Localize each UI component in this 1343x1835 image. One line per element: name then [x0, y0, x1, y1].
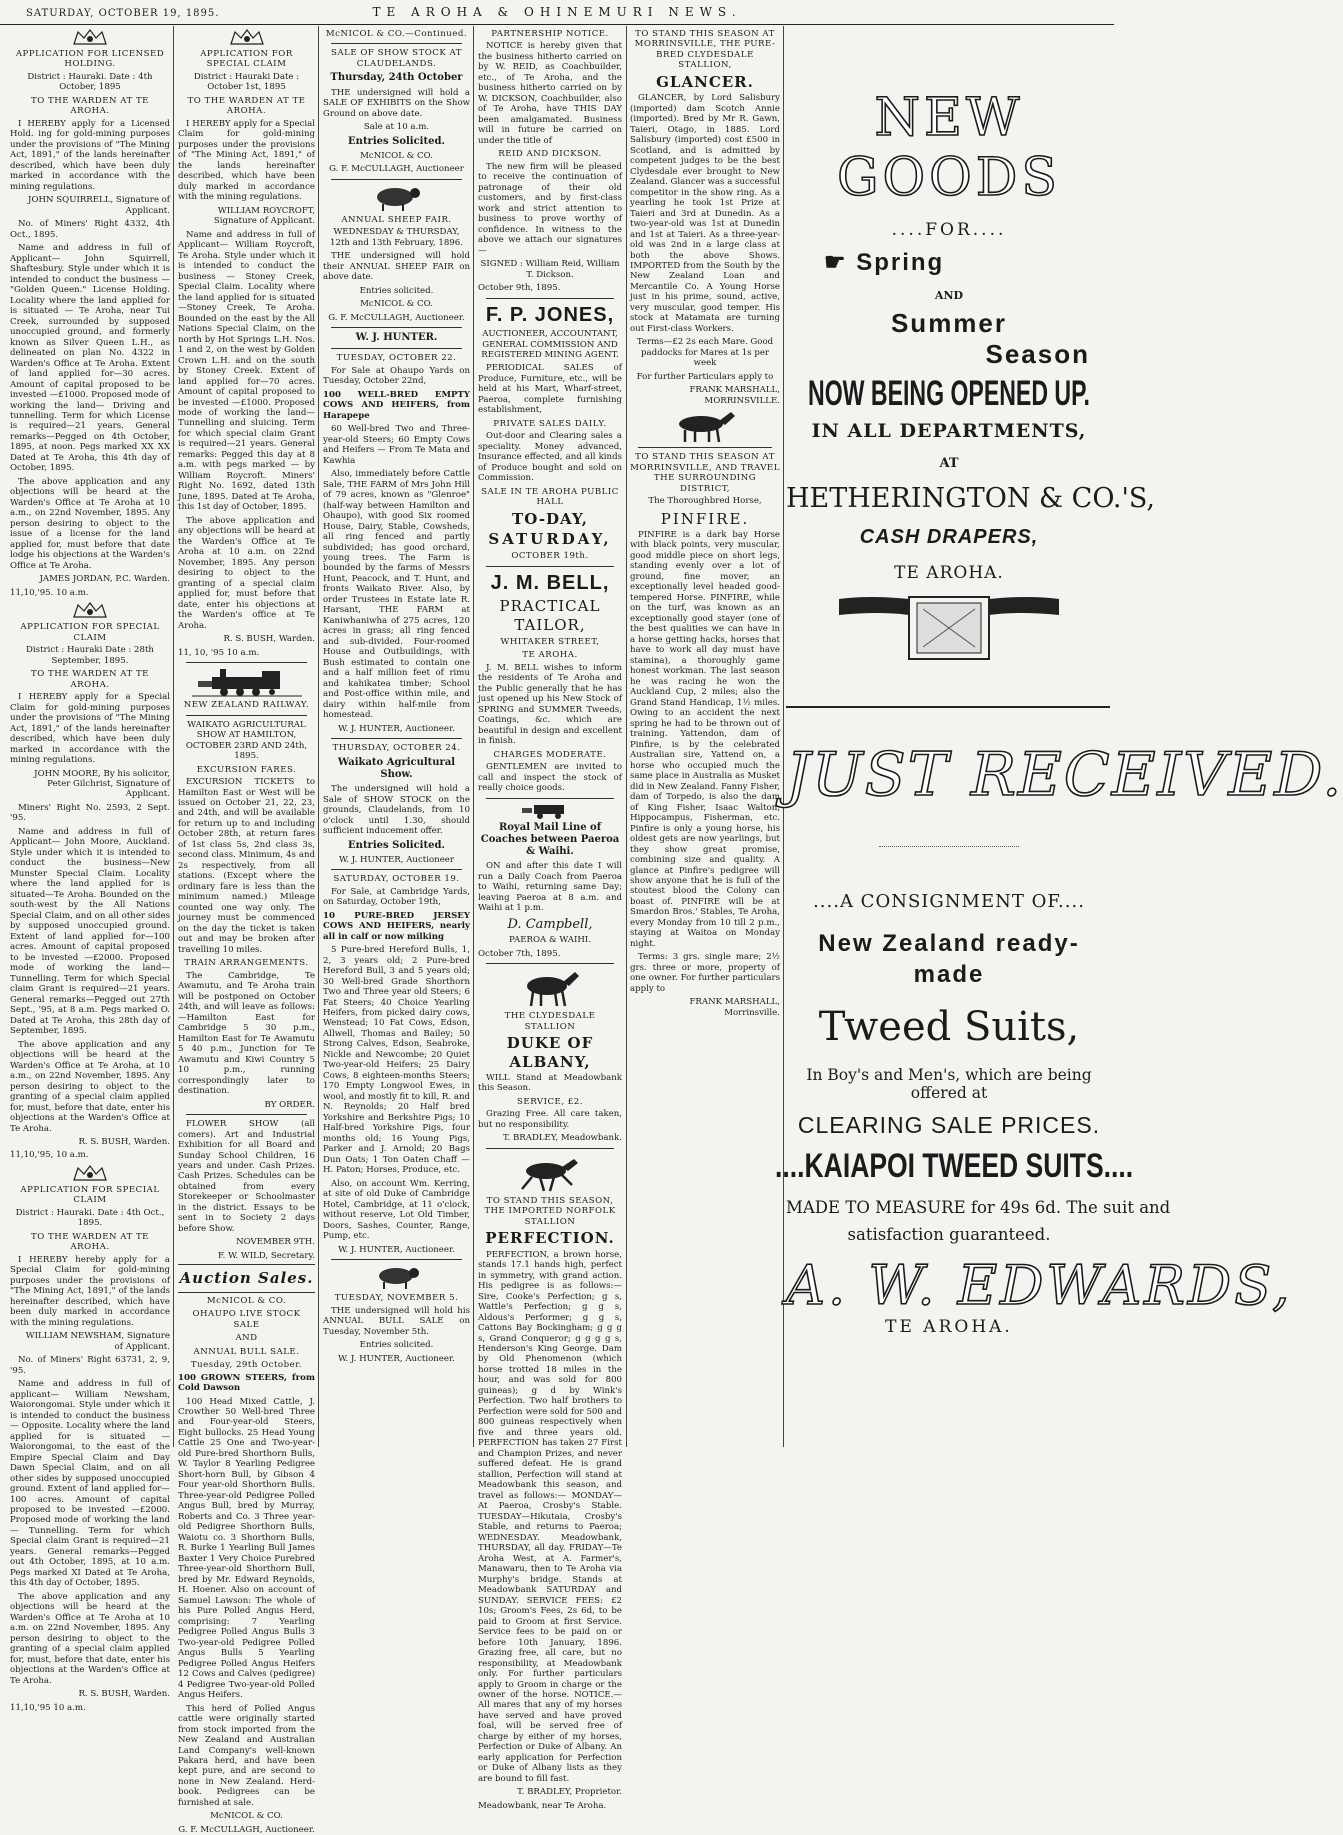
train-body: The Cambridge, Te Awamutu, and Te Aroha train will be postponed on October 24th, and will leave as follows:—Hamilton East for Cambridge 5 30 p.m., Hamilton East for Te Awamutu 5 40 p.m., Junction for Te Awamutu and Kiwi Country 5 10 p.m., running correspondingly later to destination. — [178, 970, 315, 1097]
glancer-terms: Terms—£2 2s each Mare. Good paddocks for Mares at 1s per week — [636, 337, 774, 369]
ad-boys-mens: In Boy's and Men's, which are being offered at — [806, 1066, 1092, 1103]
glancer-name: GLANCER. — [656, 72, 754, 91]
jones-body: Out-door and Clearing sales a speciality. Money advanced, Insurance effected, and all kinds of Produce bought and sold on Commission. — [478, 431, 622, 484]
jones-body: PERIODICAL SALES of Produce, Furniture, etc., will be held at his Mart, Wharf-street, Paeroa, complete furnishing establishment, — [478, 363, 622, 416]
column-rule — [783, 26, 784, 1447]
notice-address: TO THE WARDEN AT TE AROHA. — [187, 95, 306, 117]
perfection-intro: TO STAND THIS SEASON, THE IMPORTED NORFOLK STALLION — [484, 1195, 616, 1227]
notice-signature: JOHN MOORE, By his solicitor, Peter Gilchrist, Signature of Applicant. — [34, 768, 170, 800]
column-2 — [178, 26, 315, 1835]
sheep-icon — [369, 184, 425, 212]
sale-body: Also, on account Wm. Kerring, at site of old Duke of Cambridge Hotel, Cambridge, at 11 o'clock, without reserve, Lot Old Timber, Doors, Sashes, Counter, Range, Pump, etc. — [323, 1178, 470, 1242]
pinfire-body: PINFIRE is a dark bay Horse with black points, very muscular, good middle piece on short legs, standing evenly over a lot of ground, fine mover, an exceptionally level headed good-tempered Horse. PINFIRE, while on the turf, was known as an exceptionally good stayer (one of the best qualities we can have in a horse getting hacks, horses that have to work all day must have stamina), a thoroughly game honest workman. The last season he was racing he won the Auckland Cup, 2 miles; also the Grand Stand Handicap, 1½ miles. Owing to an accident the next spring he had to be thrown out of training. Yattendon, dam of Pinfire, is by the celebrated Australian sire, Yattend on, a horse who occupied much the same place in Australia as Musket did in New Zealand. Fanny Fisher, dam of Torpedo, is also the dam of King Fisher, Isaac Walton, Hippocampus, Fisherman, etc. Pinfire is only a young horse, his oldest gets are now yearlings, but they show great promise, combining size and quality. A glance at Pinfire's pedigree will show anyone that he is full of the stoutest blood the Colony can boast of. PINFIRE will be at Smardon Bros.' Stables, Te Aroha, every Monday from 10 till 2 p.m., staying at Waitoa on Monday night. — [630, 530, 780, 949]
stallion-signature: T. BRADLEY, Meadowbank. — [503, 1133, 622, 1144]
jones-saturday: SATURDAY, — [488, 530, 612, 549]
column-1 — [10, 26, 170, 1713]
auction-signature: McNICOL & CO. — [210, 1811, 283, 1822]
auction-and: AND — [235, 1333, 258, 1344]
ad-edwards-town: TE AROHA. — [885, 1317, 1013, 1338]
auction-firm: McNICOL & CO. — [206, 1295, 287, 1306]
show-title: WAIKATO AGRICULTURAL SHOW AT HAMILTON, OCTOBER 23RD AND 24th, 1895. — [185, 719, 308, 762]
column-rule — [173, 26, 174, 1447]
trotting-horse-icon — [512, 1153, 588, 1193]
sale-date: TUESDAY, NOVEMBER 5. — [334, 1293, 459, 1304]
ad-clearing-sale: CLEARING SALE PRICES. — [797, 1112, 1101, 1139]
glancer-signature: FRANK MARSHALL, MORRINSVILLE. — [689, 385, 780, 406]
bell-charges: CHARGES MODERATE. — [493, 749, 607, 760]
issue-date: SATURDAY, OCTOBER 19, 1895. — [26, 8, 220, 19]
notice-objections: The above application and any objections will be heard at the Warden's Office at Te Aroha at 10 a.m. on 22nd November, 1895. Any person desiring to object to the granting of a special claim applied for, must before that date, enter his objections at the Warden's office at Te Aroha. — [178, 515, 315, 631]
ad-separator — [786, 706, 1110, 708]
horse-icon — [665, 409, 745, 443]
notice-address: TO THE WARDEN AT TE AROHA. — [31, 95, 149, 117]
masthead — [0, 0, 1114, 25]
sale-date: SATURDAY, OCTOBER 19. — [333, 874, 460, 885]
partnership-signature: SIGNED : William Reid, William T. Dickson. — [480, 259, 620, 280]
sale-body: THE undersigned will hold their ANNUAL SHEEP FAIR on above date. — [323, 251, 470, 283]
coat-of-arms-icon — [70, 28, 110, 46]
pinfire-terms: Terms: 3 grs. single mare; 2½ grs. three or more, property of one owner. For further particulars apply to — [630, 952, 780, 994]
sale-entries: Entries solicited. — [359, 285, 434, 296]
notice-address: TO THE WARDEN AT TE AROHA. — [31, 669, 149, 690]
ad-now-being-opened: NOW BEING OPENED UP. — [808, 374, 1090, 413]
locomotive-icon — [192, 667, 302, 697]
sale-entries: Entries solicited. — [359, 1340, 434, 1351]
coach-signature: D. Campbell, — [507, 916, 593, 932]
auction-note: This herd of Polled Angus cattle were originally started from stock imported from the New Zealand and Australian Land Company's well-known Pakara herd, and have been kept pure, and are second to none in New Zealand. Herd-book. Pedigrees can be furnished at sale. — [178, 1703, 315, 1808]
sale-date: WEDNESDAY & THURSDAY, 12th and 13th February, 1896. — [330, 227, 463, 248]
notice-objections: The above application and any objections will be heard at the Warden's Office at Te Aroha at 10 a.m., on 22nd November, 1895. Any person desiring to object to the issue of a license for the land applied for, must before that date lodge his objections at the Warden's Office at Te Aroha. — [10, 476, 170, 571]
pointing-hand-icon: ☛ — [824, 249, 848, 276]
newspaper-title: TE AROHA & OHINEMURI NEWS. — [372, 5, 742, 19]
bell-name: J. M. BELL, — [490, 571, 610, 594]
jones-today: TO-DAY, — [512, 509, 588, 528]
glancer-heading: TO STAND THIS SEASON AT MORRINSVILLE, THE PURE-BRED CLYDESDALE STALLION, — [634, 29, 776, 71]
stallion-body: WILL Stand at Meadowbank this Season. — [478, 1072, 622, 1094]
flower-show-date: NOVEMBER 9TH. — [236, 1237, 315, 1248]
sale-intro: For Sale at Ohaupo Yards on Tuesday, October 22nd, — [323, 365, 470, 387]
sale-firm: McNICOL & CO. — [360, 150, 433, 161]
coach-date: October 7th, 1895. — [478, 948, 561, 959]
notice-address: TO THE WARDEN AT TE AROHA. — [31, 1231, 149, 1253]
perfection-signature: T. BRADLEY, Proprietor. — [517, 1787, 622, 1798]
notice-objections: The above application and any objections will be heard at the Warden's Office at Te Aroha, at 10 a.m., on 22nd November, 1895. Any person desiring to object to the granting of a special claim applied for, must, before that date, enter his objections at the Warden's Office at Te Aroha. — [10, 1039, 170, 1134]
ad-kaiapoi: ....KAIAPOI TWEED SUITS.... — [775, 1147, 1134, 1186]
column-3 — [323, 26, 470, 1447]
sale-signature: W. J. HUNTER, Auctioneer. — [338, 1244, 455, 1255]
bell-subtitle: PRACTICAL TAILOR, — [499, 597, 601, 634]
sale-heading: SALE OF SHOW STOCK AT CLAUDELANDS. — [331, 48, 462, 69]
ad-summer: Summer — [890, 308, 1008, 338]
ad-edwards-name: A. W. EDWARDS, — [786, 1254, 1293, 1318]
bell-body: GENTLEMEN are invited to call and inspect the stock of really choice goods. — [478, 762, 622, 794]
dotted-rule — [879, 846, 1019, 847]
coach-icon — [520, 803, 580, 819]
sale-entries: Entries Solicited. — [348, 135, 445, 147]
auction-list: 100 Head Mixed Cattle, J. Crowther 50 Well-bred Three and Four-year-old Steers, Eight bullocks. 25 Head Young Cattle 25 One and Two-year-old Pure-bred Shorthorn Bulls, W. Taylor 8 Yearling Pedigree Short-horn Bull, by Gibson 4 Four year-old Shorthorn Bulls. Three-year-old Pedigree Polled Angus Bull, bred by Murray, Roberts and Co. 3 Three year-old Pedigree Shorthorn Bulls, Waiotu co. 3 Shorthorn Bulls, R. Burke 1 Yearling Bull James Baxter 1 Very Choice Purebred Three-year-old Shorthorn Bull, bred by Mr. Edward Reynolds, H. Hoener. Also on account of Samuel Lawson: The whole of his Pure Polled Angus Herd, comprising: 7 Yearling Pedigree Polled Angus Bulls 3 Two-year-old Pedigree Polled Angus Bulls 5 Yearling Pedigree Polled Angus Heifers 12 Cows and Calves (pedigree) 4 Pedigree Two-year-old Polled Angus Heifers. — [178, 1396, 315, 1701]
notice-signature: WILLIAM ROYCROFT, Signature of Applicant. — [213, 205, 315, 227]
notice-meta: District : Hauraki Date : October 1st, 1895 — [193, 71, 300, 93]
ad-just-received: JUST RECEIVED. — [786, 740, 1343, 810]
sale-signature: W. J. HUNTER, Auctioneer — [339, 854, 454, 865]
pinfire-name: PINFIRE. — [660, 509, 750, 528]
notice-heading: APPLICATION FOR SPECIAL CLAIM — [200, 49, 293, 70]
ad-at: AT — [939, 456, 959, 471]
perfection-name: PERFECTION. — [485, 1229, 615, 1248]
partnership-body: NOTICE is hereby given that the business hitherto carried on by W. REID, as Coachbuilder, etc., of Te Aroha, and the business hitherto carried on by W. DICKSON, Coachbuilder, also of Te Aroha, have THIS DAY been amalgamated. Business will in future be carried on under the title of — [478, 41, 622, 146]
jones-sale: SALE IN TE AROHA PUBLIC HALL — [481, 486, 619, 508]
continued-heading: McNICOL & CO.—Continued. — [325, 29, 468, 39]
notice-meta: District : Hauraki. Date : 4th Oct., 1895. — [15, 1207, 165, 1229]
ad-spring-row — [786, 248, 1112, 277]
flower-show-body: FLOWER SHOW (all comers). Art and Industrial Exhibition for all Board and Sunday School Children, 16 years and under. Cash Prizes. Cash Prizes. Schedules can be obtained from every Storekeeper or Schoolmaster in the district. Essays to be sent in to Society 2 days before Show. — [178, 1119, 315, 1234]
sale-date: TUESDAY, OCTOBER 22. — [336, 353, 457, 364]
train-heading: TRAIN ARRANGEMENTS. — [184, 958, 309, 969]
coach-body: ON and after this date I will run a Daily Coach from Paeroa to Waihi, returning same Day; leaving Paeroa at 8 a.m. and Waihi at 1 p.m. — [478, 861, 622, 914]
sale-time: Sale at 10 a.m. — [363, 122, 430, 133]
notice-ref: 11,10,'95 10 a.m. — [10, 1702, 86, 1713]
ad-season: Season — [985, 339, 1090, 369]
notice-rights: No. of Miners' Right 4332, 4th Oct., 1895. — [10, 219, 170, 240]
sale-intro: For Sale, at Cambridge Yards, on Saturday, October 19th, — [323, 886, 470, 908]
notice-heading: APPLICATION FOR LICENSED HOLDING. — [15, 49, 165, 70]
pinfire-heading: TO STAND THIS SEASON AT MORRINSVILLE, AND TRAVEL THE SURROUNDING DISTRICT, — [630, 452, 780, 494]
notice-meta: District : Hauraki Date : 28th September, 1895. — [26, 645, 154, 666]
glancer-body: GLANCER, by Lord Salisbury (imported) dam Scotch Annie (imported). Bred by Mr R. Gawn, Taieri, Otago, in 1885. Lord Salisbury (imported) cost £500 in Scotland, and is admitted by competent judges to be the best Clydesdale ever brought to New Zealand. Glancer was a successful competitor in the show ring. As a yearling he took 1st Prize at Taieri and 3rd at Dunedin. As a two-year-old was 1st at Dunedin and 1st at Taieri. As a three-year-old was 2nd in a large class at both the above Shows. IMPORTED from the South by the New Zealand Loan and Mercantile Co. A Young Horse just in his prime, sound, active, very muscular, good temper. His stock at Matamata are turning out First-class Workers. — [630, 93, 780, 334]
warden-signature: R. S. BUSH, Warden. — [78, 1689, 170, 1700]
ad-for: ....FOR.... — [891, 220, 1007, 240]
bull-icon — [372, 1264, 422, 1290]
edwards-advertisement — [775, 712, 1343, 1447]
notice-signature: WILLIAM NEWSHAM, Signature of Applicant. — [25, 1331, 170, 1352]
ornament-icon — [839, 593, 1059, 663]
notice-body: I HEREBY apply for a Licensed Hold. ing for gold-mining purposes under the provisions of "The Mining Act, 1891," of the lands hereinafter described, which have been duly marked in accordance with the mining regulations. — [10, 118, 170, 192]
auctioneer-name: W. J. HUNTER. — [355, 332, 438, 344]
ad-cash-drapers: CASH DRAPERS, — [859, 526, 1039, 548]
sale-body: Also, immediately before Cattle Sale, THE FARM of Mrs John Hill of 79 acres, known as "Glenroe" (half-way between Hamilton and Ohaupo), with good Six roomed House, Dairy, Stable, Cowsheds, all ring fenced and partly subdivided; has good orchard, young trees. The Farm is bounded by the farms of Messrs Hunt, Peacock, and T. Hunt, and fronts Waikato River. Also, by order Trustees in Estate late R. Harsant, THE FARM at Kaniwhaniwha of 275 acres, 120 acres in grass; all ring fenced and sub-divided. Four-roomed House and Outbuildings, with Bush estimated to contain one and a half million feet of rimu and kahikatea timber; School and Post-office within mile, and dairy within half-mile from homestead. — [323, 469, 470, 721]
jones-private-sales: PRIVATE SALES DAILY. — [493, 418, 607, 429]
notice-ref: 11, 10, '95 10 a.m. — [178, 647, 260, 658]
fares-heading: EXCURSION FARES. — [196, 764, 297, 775]
sale-lead: 100 WELL-BRED EMPTY COWS AND HEIFERS, from Harapepe — [323, 389, 470, 421]
auction-bull-sale: ANNUAL BULL SALE. — [193, 1346, 300, 1357]
sale-body: The undersigned will hold a Sale of SHOW STOCK on the grounds, Claudelands, from 10 o'clock until 1.30, should sufficient inducement offer. — [323, 784, 470, 837]
sale-list: 5 Pure-bred Hereford Bulls, 1, 2, 3 years old; 2 Pure-bred Hereford Bull, 3 and 5 years old; 30 Well-bred Grade Shorthorn Two and Three year old Steers; 6 Fat Steers; 40 Choice Yearling Heifers, from picked dairy cows, Wenstead; 10 Fat Cows, Edson, Allwell, Thomas and Bailey; 50 Strong Calves, Edson, Seabroke, Nickle and Newcombe; 20 Quiet Two-year-old Heifers; 25 Dairy Cows, 8 eighteen-months Steers; 170 Empty Longwool Ewes, in wool, and mostly fit to kill, R. and N. Reynolds; 20 Half bred Yorkshire and Berkshire Pigs; 10 Half-bred Yorkshire Pigs, four months old; 16 Young Pigs, Parker and J. Arnold; 20 Bags Dun Oats; 1 Ton Oaten Chaff — H. Paton; Horses, Produce, etc. — [323, 945, 470, 1176]
partnership-date: October 9th, 1895. — [478, 283, 561, 294]
notice-heading: APPLICATION FOR SPECIAL CLAIM — [20, 1184, 160, 1206]
jones-name: F. P. JONES, — [485, 303, 615, 326]
notice-body: I HEREBY apply for a Special Claim for gold-mining purposes under the provisions of "The Mining Act, 1891," of the lands hereinafter described, which have been duly marked in accordance with the mining regulations. — [10, 692, 170, 766]
notice-body: I HEREBY apply for a Special Claim for gold-mining purposes under the provisions of "The Mining Act, 1891," of the lands hereinafter described, which have been duly marked in accordance with the mining regulations. — [178, 118, 315, 203]
partnership-heading: PARTNERSHIP NOTICE. — [491, 29, 609, 39]
stallion-fee: SERVICE, £2. — [517, 1096, 583, 1107]
auctioneer: G. F. McCULLAGH, Auctioneer. — [178, 1824, 315, 1835]
perfection-address: Meadowbank, near Te Aroha. — [478, 1800, 607, 1811]
stallion-intro: THE CLYDESDALE STALLION — [504, 1011, 596, 1032]
sale-signature: W. J. HUNTER, Auctioneer. — [338, 1353, 455, 1364]
pinfire-subtitle: The Thoroughbred Horse, — [648, 496, 762, 507]
sale-heading: Waikato Agricultural Show. — [337, 756, 456, 780]
stallion-body: Grazing Free. All care taken, but no responsibility. — [478, 1109, 622, 1130]
notice-meta: District : Hauraki. Date : 4th October, 1895 — [27, 71, 153, 93]
column-rule — [473, 26, 474, 1447]
jones-subtitle: AUCTIONEER, ACCOUNTANT, GENERAL COMMISSION AND REGISTERED MINING AGENT. — [481, 329, 619, 360]
coat-of-arms-icon — [70, 601, 110, 619]
ad-tweed-suits: Tweed Suits, — [818, 1004, 1080, 1051]
partnership-body: The new firm will be pleased to receive the continuation of patronage of their old customers, and by first-class work and strict attention to business to prove worthy of confidence. In witness to the above we attach our signatures— — [478, 161, 622, 256]
column-rule — [626, 26, 627, 1447]
sale-date: THURSDAY, OCTOBER 24. — [332, 743, 461, 754]
perfection-body: PERFECTION, a brown horse, stands 17.1 hands high, perfect in symmetry, with grand action. His pedigree is as follows:— Sire, Cooke's Perfection; g s, Wattle's Perfection; g g s, Aldous's Performer; g g s, Cattons Bay Bockingham; g g g s, Grand Conqueror; g g g g s, Henderson's King George. Dam by Old Phenomenon (which horse trotted 18 miles in the hour, and was sold for 800 guineas); g d by Wink's Perfection. Two half brothers to Perfection were sold for 500 and 800 guineas respectively when five and three years old. PERFECTION has taken 27 First and Champion Prizes, and never suffered defeat. He is grand stallion, Perfection will stand at Meadowbank this season, and travel as follows:— MONDAY—At Paeroa, Crosby's Stable. TUESDAY—Hikutaia, Crosby's Stable, and returns to Paeroa; WEDNESDAY. Meadowbank, THURSDAY, all day. FRIDAY—Te Aroha West, at A. Farmer's, Manawaru, then to Te Aroha via Murphy's bridge. Stands at Meadowbank SATURDAY and SUNDAY. SERVICE FEES: £2 10s; Groom's Fees, 2s 6d, to be paid to Groom at first Service. Service fees to be paid on or before 10th January, 1896. Grazing free, all care, but no responsibility, at Meadowbank only. For further particulars apply to Groom in charge or the owner of the horse. NOTICE.—All mares that any of my horses have served and have proved foal, will be served free of charge by either of my horses, Perfection or Duke of Albany. An early application for Perfection or Duke of Albany lists as they are bound to fill fast. — [478, 1249, 622, 1784]
notice-details: Name and address in full of applicant— William Newsham, Waiorongomai. Style under which it is intended to conduct the business — Opposite. Locality where the land applied for is situated — Waiorongomai, to the east of the Empire Special Claim and Day Dawn Special Claim, and on all other sides by supposed unoccupied ground. Extent of land applied for—100 acres. Amount of capital proposed to be invested —£2000. Proposed mode of working the land— Tunnelling. Term for which Special claim Grant is required—21 years. General remarks—Pegged out 4th October, 1895, at 10 a.m. Pegs marked XI Dated at Te Aroha, this 4th day of October, 1895. — [10, 1379, 170, 1589]
notice-rights: Miners' Right No. 2593, 2 Sept. '95. — [10, 802, 170, 824]
sale-signature: W. J. HUNTER, Auctioneer. — [338, 723, 455, 734]
notice-details: Name and address in full of Applicant— William Roycroft, Te Aroha. Style under which it is intended to conduct the business — Stoney Creek, Special Claim. Locality where the land applied for is situated—Stoney Creek, Te Aroha. Bounded on the east by the All Nations Special Claim, on the north by Hot Springs L.H. Nos. 1 and 2, on the west by Golden Crown L.H. and on the south by Stoney Creek. Extent of land applied for—70 acres. Amount of capital proposed to be invested —£1000. Proposed mode of working the land— Tunnelling and sluicing. Term for which special claim Grant is required—21 years. General remarks: Pegged this day at 8 a.m. with pegs marked — by William Roycroft. Miners' Right No. 1692, dated 13th June, 1895. Dated at Te Aroha, this 1st day of October, 1895. — [178, 229, 315, 513]
auction-date: Tuesday, 29th October. — [190, 1360, 303, 1371]
auction-lead: 100 GROWN STEERS, from Cold Dawson — [178, 1372, 315, 1394]
sale-firm: McNICOL & CO. — [360, 299, 433, 310]
hetherington-advertisement — [786, 30, 1156, 702]
sale-date: Thursday, 24th October — [330, 72, 463, 84]
notice-ref: 11,10,'95, 10 a.m. — [10, 1150, 89, 1161]
warden-signature: R. S. BUSH, Warden. — [78, 1136, 170, 1147]
sale-list: 60 Well-bred Two and Three-year-old Steers; 60 Empty Cows and Heifers — From Te Mata and Kawhia — [323, 424, 470, 466]
warden-signature: R. S. BUSH, Warden. — [223, 634, 315, 645]
notice-details: Name and address in full of Applicant— John Squirrell, Shaftesbury. Style under which it is intended to conduct the business — "Golden Queen." License Holding. Locality where the land applied for is situated — Te Aroha, near Tui Creek, surrounded by supposed unoccupied ground, and formerly known as Silver Queen L.H., as delineated on plan No. 4322 in Warden's Office at Te Aroha. Extent of land applied for—30 acres. Amount of capital proposed to be invested —£1000. Proposed mode of working the land— Driving and tunnelling. Term for which License is required—21 years. General remarks—Pegged on 4th October, 1895, at noon. Pegs marked XX XX Dated at Te Aroha, this 4th day of October, 1895. — [10, 243, 170, 474]
horse-icon — [515, 968, 585, 1008]
ad-made-to-measure: MADE TO MEASURE for 49s 6d. The suit and — [786, 1198, 1171, 1218]
coat-of-arms-icon — [227, 28, 267, 46]
auction-sales-heading: Auction Sales. — [179, 1269, 314, 1288]
notice-details: Name and address in full of Applicant— John Moore, Auckland. Style under which it is intended to conduct the business—New Munster Special Claim. Locality where the land applied for is situated—Te Aroha. Bounded on the south-west by the All Nations Special Claim, and on all other sides by supposed unoccupied ground. Extent of land applied for—100 acres. Amount of capital proposed to be invested —£2000. Proposed mode of working the land— Tunnelling. Term for which Special claim Grant is required—21 years. General remarks—Pegged out 27th Sept., '95, at 8 a.m. Pegs marked O. Dated at Te Aroha, this 28th day of September, 1895. — [10, 826, 170, 1037]
ad-new-goods: NEW GOODS — [836, 88, 1062, 208]
ad-satisfaction: satisfaction guaranteed. — [847, 1225, 1051, 1245]
bell-town: TE AROHA. — [522, 650, 578, 661]
stallion-name: DUKE OF ALBANY, — [506, 1034, 594, 1071]
notice-body: I HEREBY hereby apply for a Special Claim for gold-mining purposes under the provisions of "The Mining Act, 1891," of the lands hereinafter described, which have been duly marked in accordance with the mining regulations. — [10, 1254, 170, 1328]
notice-heading: APPLICATION FOR SPECIAL CLAIM — [20, 622, 160, 643]
railway-heading: NEW ZEALAND RAILWAY. — [183, 700, 310, 711]
notice-signature: JOHN SQUIRRELL, Signature of Applicant. — [28, 195, 170, 216]
bell-street: WHITAKER STREET, — [500, 636, 600, 647]
by-order: BY ORDER. — [264, 1099, 315, 1110]
ad-firm-name: HETHERINGTON & CO.'S, — [786, 483, 1156, 514]
notice-ref: 11,10,'95. 10 a.m. — [10, 587, 89, 598]
partnership-firm: REID AND DICKSON. — [498, 149, 602, 160]
column-rule — [318, 26, 319, 1447]
sale-lead: 10 PURE-BRED JERSEY COWS AND HEIFERS, nearly all in calf or now milking — [323, 910, 470, 942]
sale-auctioneer: G. F. McCULLAGH, Auctioneer. — [328, 312, 465, 323]
notice-objections: The above application and any objections will be heard at the Warden's Office at Te Aroha at 10 a.m. on 22nd November, 1895. Any person desiring to object to the granting of a special claim applied for, must, before that date, enter his objections at the Warden's Office at Te Aroha. — [10, 1591, 170, 1686]
sale-entries: Entries Solicited. — [348, 839, 445, 851]
coat-of-arms-icon — [70, 1164, 110, 1182]
glancer-apply: For further Particulars apply to — [636, 371, 774, 382]
sale-heading: ANNUAL SHEEP FAIR. — [341, 214, 452, 225]
sale-auctioneer: G. F. McCULLAGH, Auctioneer — [329, 164, 464, 175]
ad-nz-ready-made: New Zealand ready-made — [818, 930, 1080, 989]
bell-body: J. M. BELL wishes to inform the residents of Te Aroha and the Public generally that he has just opened up his New Stock of SPRING and SUMMER Tweeds, Coatings, &c. which are beautiful in design and excellent in finish. — [478, 662, 622, 747]
auction-title: OHAUPO LIVE STOCK SALE — [192, 1309, 301, 1330]
warden-signature: JAMES JORDAN, P.C. Warden. — [39, 574, 170, 585]
coach-town: PAEROA & WAIHI. — [509, 935, 591, 946]
ad-consignment: ....A CONSIGNMENT OF.... — [813, 891, 1085, 912]
column-5 — [630, 26, 780, 1447]
column-4 — [478, 26, 622, 1811]
flower-show-signature: F. W. WILD, Secretary. — [218, 1250, 315, 1261]
ad-and: AND — [934, 289, 964, 302]
jones-date: OCTOBER 19th. — [511, 551, 589, 562]
fares-body: EXCURSION TICKETS to Hamilton East or West will be issued on October 21, 22, 23, and 24th, and will be available for return up to and including October 28th, at return fares of 1st class 5s, 2nd class 3s, second class. Minimum, 4s and 2s respectively, from all stations. (Except where the ordinary fare is less than the minimum named.) Mileage counted one way only. The journey must be commenced on the day the ticket is taken out and may be broken after travelling 10 miles. — [178, 777, 315, 955]
ad-departments: IN ALL DEPARTMENTS, — [811, 420, 1087, 442]
sale-body: THE undersigned will hold a SALE OF EXHIBITS on the Show Ground on above date. — [323, 87, 470, 119]
pinfire-signature: FRANK MARSHALL, Morrinsville. — [689, 997, 780, 1018]
sale-body: THE undersigned will hold his ANNUAL BULL SALE on Tuesday, November 5th. — [323, 1305, 470, 1337]
notice-rights: No. of Miners' Right 63731, 2, 9, '95. — [10, 1355, 170, 1376]
ad-spring: Spring — [856, 249, 945, 276]
coach-heading: Royal Mail Line of Coaches between Paeroa & Waihi. — [480, 821, 620, 857]
ad-town: TE AROHA. — [894, 563, 1004, 583]
